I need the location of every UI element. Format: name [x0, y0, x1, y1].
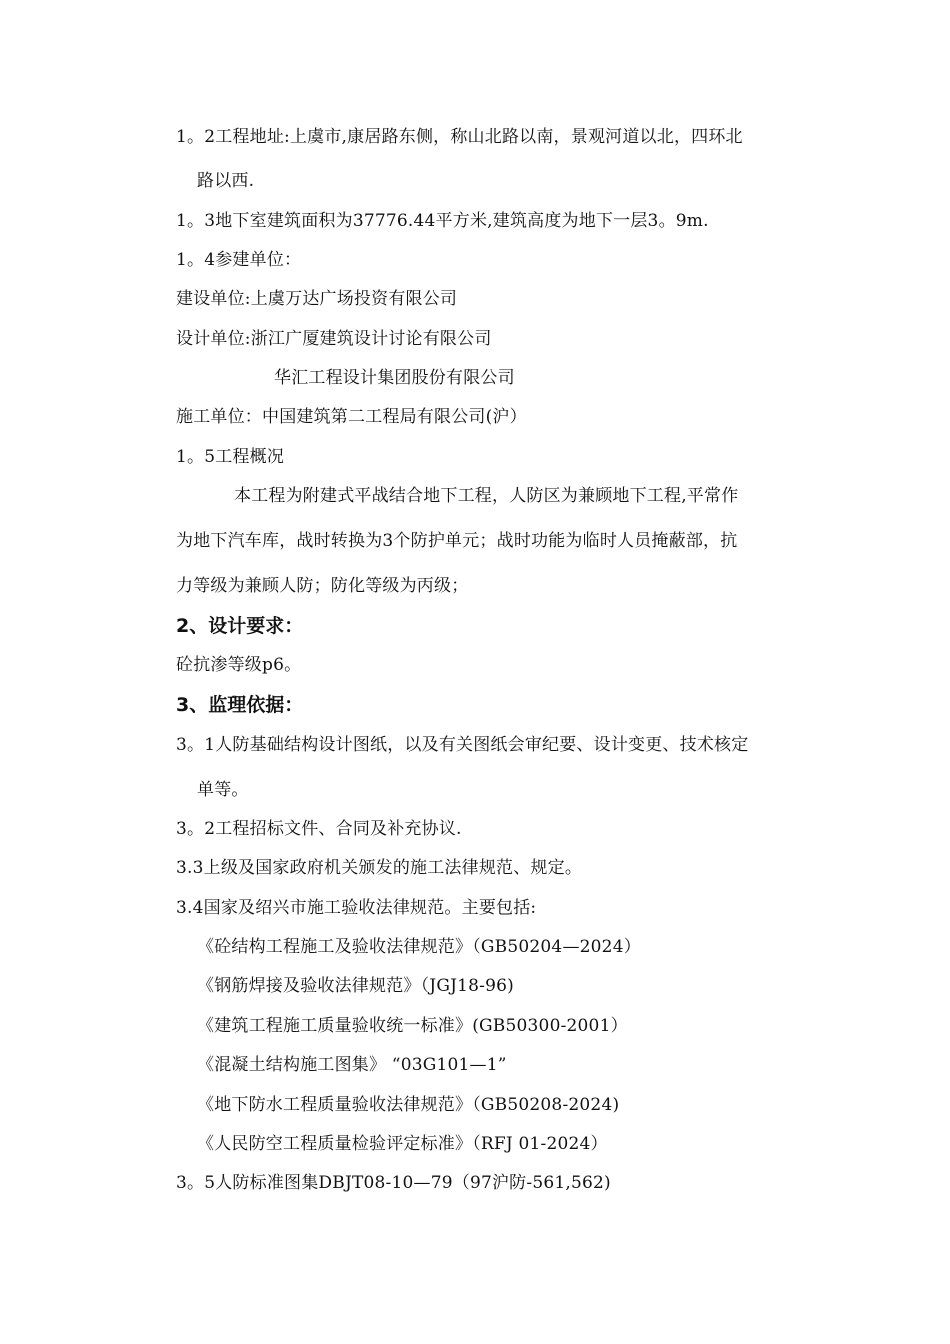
overview-paragraph-line-2: 为地下汽车库，战时转换为3个防护单元；战时功能为临时人员掩蔽部，抗 [176, 531, 738, 551]
basis-3-1-line-1: 3。1人防基础结构设计图纸，以及有关图纸会审纪要、设计变更、技术核定 [176, 735, 749, 755]
design-requirements-heading: 2、设计要求： [176, 615, 304, 637]
overview-paragraph-line-1: 本工程为附建式平战结合地下工程，人防区为兼顾地下工程,平常作 [234, 486, 739, 506]
basis-3-3: 3.3上级及国家政府机关颁发的施工法律规范、规定。 [176, 858, 583, 878]
standard-item: 《建筑工程施工质量验收统一标准》(GB50300-2001） [197, 1016, 628, 1036]
project-address-line-2: 路以西. [197, 171, 255, 191]
standard-item: 《地下防水工程质量验收法律规范》（GB50208-2024) [197, 1095, 620, 1115]
standard-item: 《混凝土结构施工图集》 “03G101—1” [197, 1055, 507, 1075]
project-address-line-1: 1。2工程地址:上虞市,康居路东侧，称山北路以南，景观河道以北，四环北 [176, 127, 743, 147]
basis-3-5: 3。5人防标准图集DBJT08-10—79（97沪防-561,562) [176, 1173, 611, 1193]
project-overview-label: 1。5工程概况 [176, 447, 285, 467]
overview-paragraph-line-3: 力等级为兼顾人防；防化等级为丙级； [176, 576, 469, 596]
participating-units-label: 1。4参建单位： [176, 250, 302, 270]
supervision-basis-heading: 3、监理依据： [176, 694, 304, 716]
basis-3-4: 3.4国家及绍兴市施工验收法律规范。主要包括: [176, 898, 537, 918]
basis-3-1-line-2: 单等。 [197, 780, 249, 800]
standard-item: 《砼结构工程施工及验收法律规范》（GB50204—2024） [197, 937, 641, 957]
impermeability-grade: 砼抗渗等级p6。 [176, 655, 302, 675]
standard-item: 《钢筋焊接及验收法律规范》（JGJ18-96) [197, 976, 514, 996]
standard-item: 《人民防空工程质量检验评定标准》（RFJ 01-2024） [197, 1134, 608, 1154]
construction-unit: 施工单位：中国建筑第二工程局有限公司(沪） [176, 407, 527, 427]
basement-area: 1。3地下室建筑面积为37776.44平方米,建筑高度为地下一层3。9m. [176, 211, 709, 231]
design-unit-second: 华汇工程设计集团股份有限公司 [274, 368, 515, 388]
builder-unit: 建设单位:上虞万达广场投资有限公司 [176, 289, 458, 309]
design-unit: 设计单位:浙江广厦建筑设计讨论有限公司 [176, 329, 492, 349]
basis-3-2: 3。2工程招标文件、合同及补充协议. [176, 819, 462, 839]
